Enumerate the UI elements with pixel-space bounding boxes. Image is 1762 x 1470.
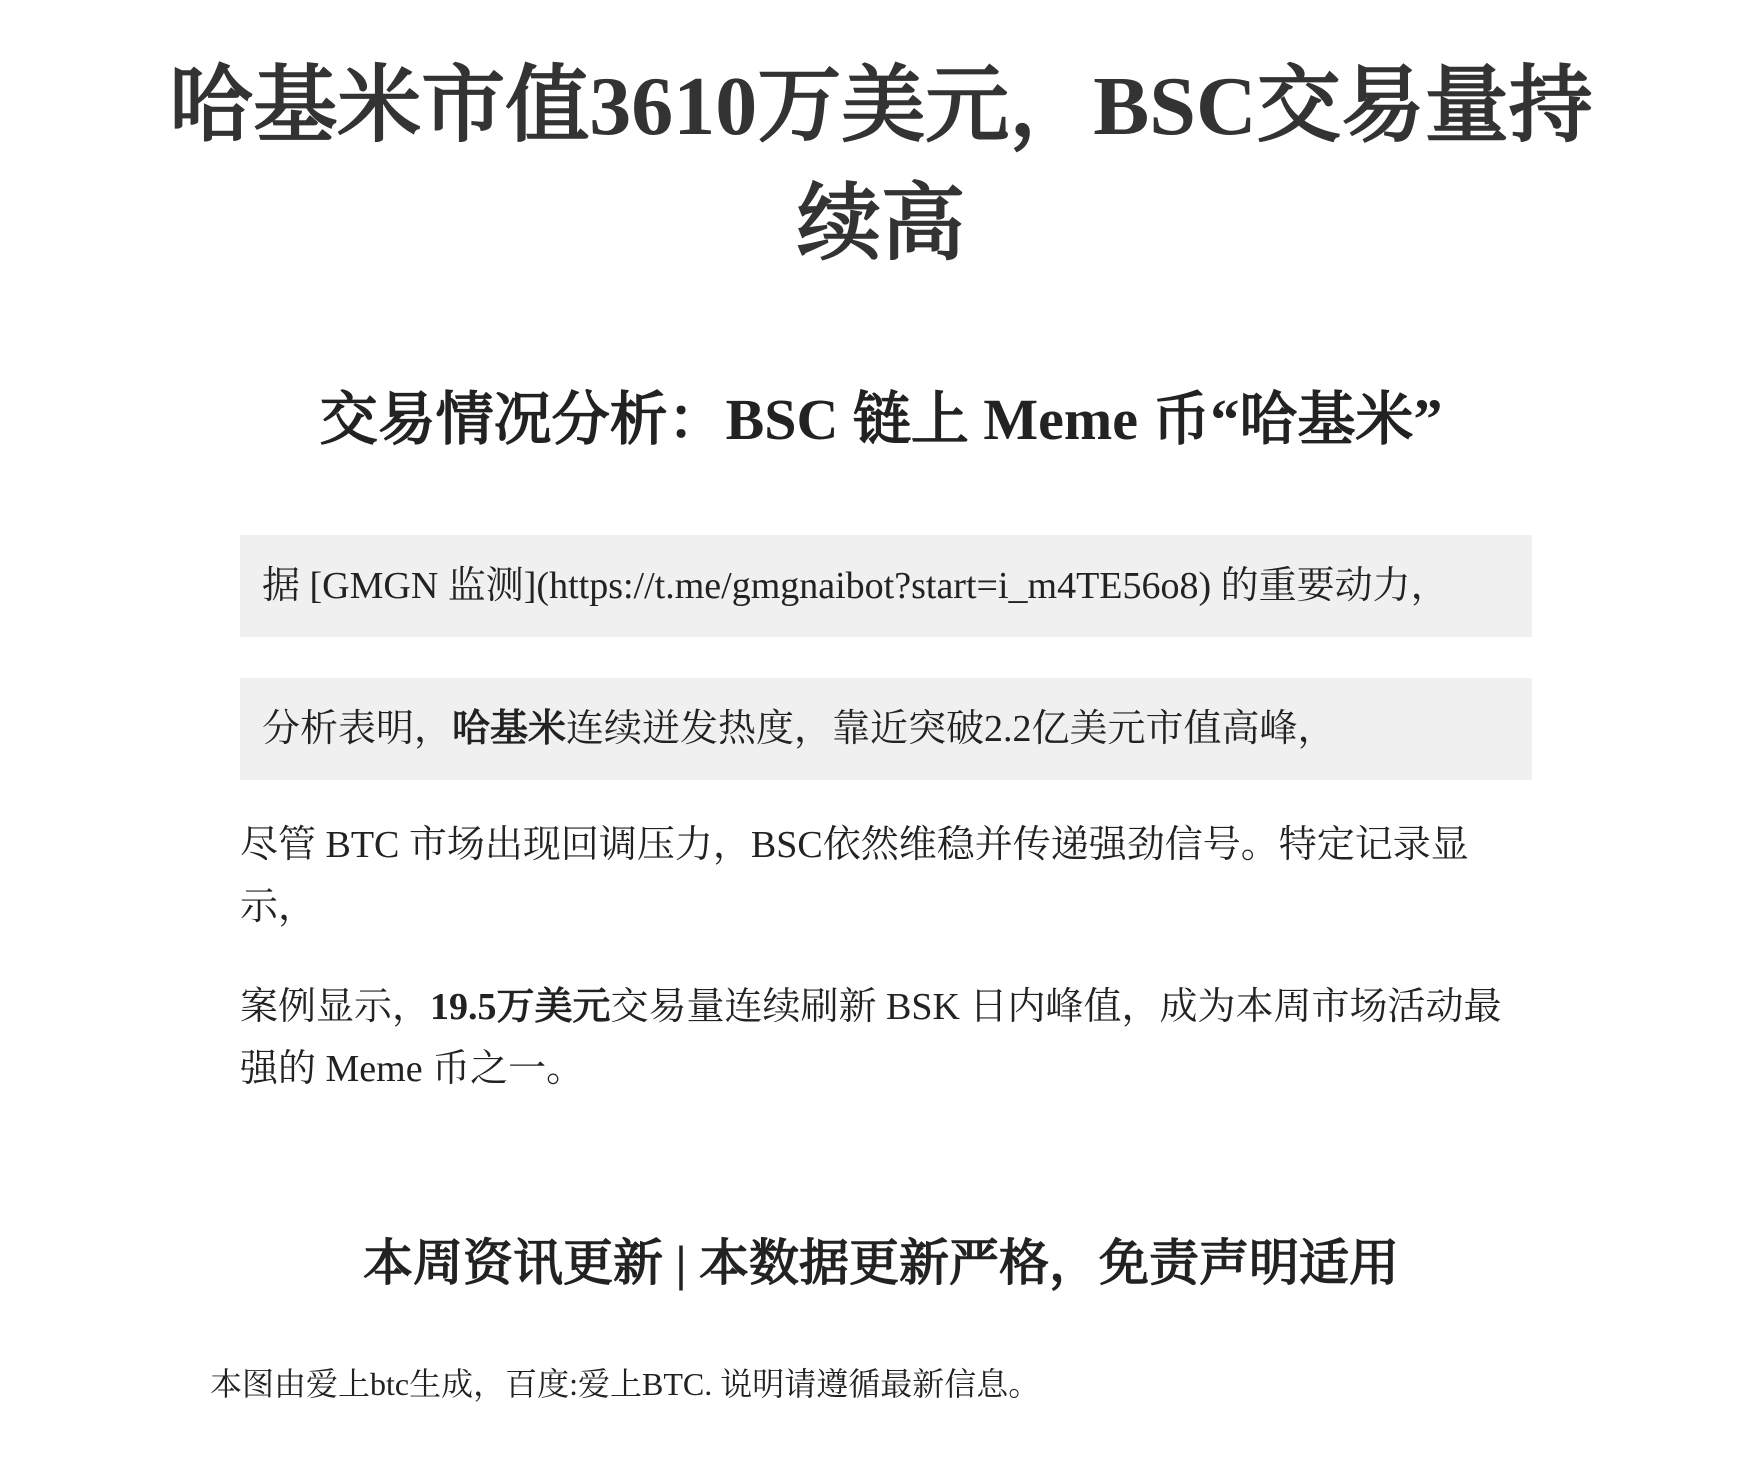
weekly-update-heading: 本周资讯更新 | 本数据更新严格，免责声明适用	[362, 1235, 1399, 1291]
footer-credit: 本图由爱上btc生成，百度:爱上BTC. 说明请遵循最新信息。	[210, 1366, 1041, 1402]
quote-text-gmgn: 据 [GMGN 监测](https://t.me/gmgnaibot?start=i_m4TE56o8) 的重要动力，	[262, 565, 1449, 607]
paragraph-case-bold-amount: 19.5万美元	[430, 986, 611, 1028]
paragraph-volume-case	[240, 976, 1532, 1100]
quote-text-suffix: 连续迸发热度，靠近突破2.2亿美元市值高峰，	[566, 708, 1336, 750]
quote-text-bold-token: 哈基米	[452, 708, 567, 750]
quote-block-analysis	[240, 678, 1532, 780]
page-title: 哈基米市值3610万美元，BSC交易量持续高	[169, 60, 1593, 271]
analysis-subtitle: 交易情况分析：BSC 链上 Meme 币“哈基米”	[319, 387, 1443, 452]
quote-text-prefix: 分析表明，	[262, 708, 453, 750]
paragraph-btc-pressure: 尽管 BTC 市场出现回调压力，BSC依然维稳并传递强劲信号。特定记录显示，	[240, 824, 1469, 928]
paragraph-case-prefix: 案例显示，	[240, 986, 431, 1028]
quote-block-gmgn	[240, 535, 1532, 637]
paragraph-case-suffix: 交易量连续刷新 BSK 日内峰值，成为本周市场活动最强的 Meme 币之一。	[240, 986, 1502, 1090]
